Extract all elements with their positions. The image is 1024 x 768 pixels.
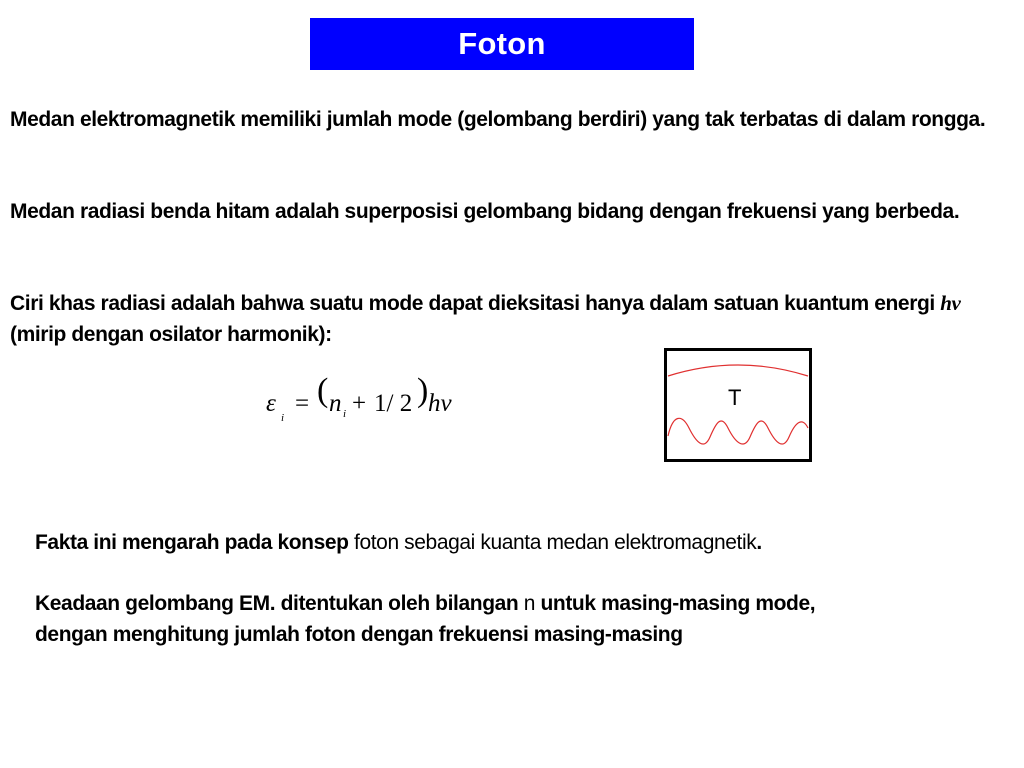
paragraph-modes: Medan elektromagnetik memiliki jumlah mode (gelombang berdiri) yang tak terbatas di dalam rongga. <box>10 108 986 131</box>
temperature-label: T <box>728 385 742 410</box>
formula-epsilon: ε <box>266 390 276 417</box>
h-nu-symbol: hν <box>940 291 961 315</box>
title-bar <box>310 18 694 70</box>
quantum-text-start: Ciri khas radiasi adalah bahwa suatu mode dapat dieksitasi hanya dalam satuan kuantum energi <box>10 292 941 315</box>
formula-right-paren: ) <box>417 372 429 409</box>
formula-n: n <box>329 390 342 417</box>
formula-epsilon-subscript: i <box>281 412 285 424</box>
photon-text-start: Fakta ini mengarah pada konsep <box>35 531 355 554</box>
photon-text-end: . <box>756 531 762 554</box>
formula-left-paren: ( <box>317 372 329 409</box>
quantum-text-end: (mirip dengan osilator harmonik): <box>10 323 332 346</box>
paragraph-blackbody: Medan radiasi benda hitam adalah superposisi gelombang bidang dengan frekuensi yang berbeda. <box>10 200 960 223</box>
em-state-text-end: dengan menghitung jumlah foton dengan frekuensi masing-masing <box>35 623 683 646</box>
paragraph-photon-concept <box>35 527 1015 558</box>
paragraph-quantum <box>10 288 1010 350</box>
em-state-text-start: Keadaan gelombang EM. ditentukan oleh bilangan <box>35 592 524 615</box>
formula-equals: = <box>295 390 310 417</box>
cavity-figure <box>664 348 812 462</box>
cavity-wave-diagram <box>664 348 812 462</box>
formula-half: 1/ 2 <box>374 390 413 417</box>
slide-title: Foton <box>458 26 546 61</box>
em-state-text-middle: untuk masing-masing mode, <box>535 592 816 615</box>
formula-plus: + <box>352 390 367 417</box>
paragraph-em-state <box>35 588 1015 650</box>
energy-formula <box>266 372 466 430</box>
formula-n-subscript: i <box>343 408 347 420</box>
formula-h-nu: hν <box>428 390 452 417</box>
photon-definition: foton sebagai kuanta medan elektromagnetik <box>354 531 757 554</box>
n-symbol: n <box>523 592 536 615</box>
